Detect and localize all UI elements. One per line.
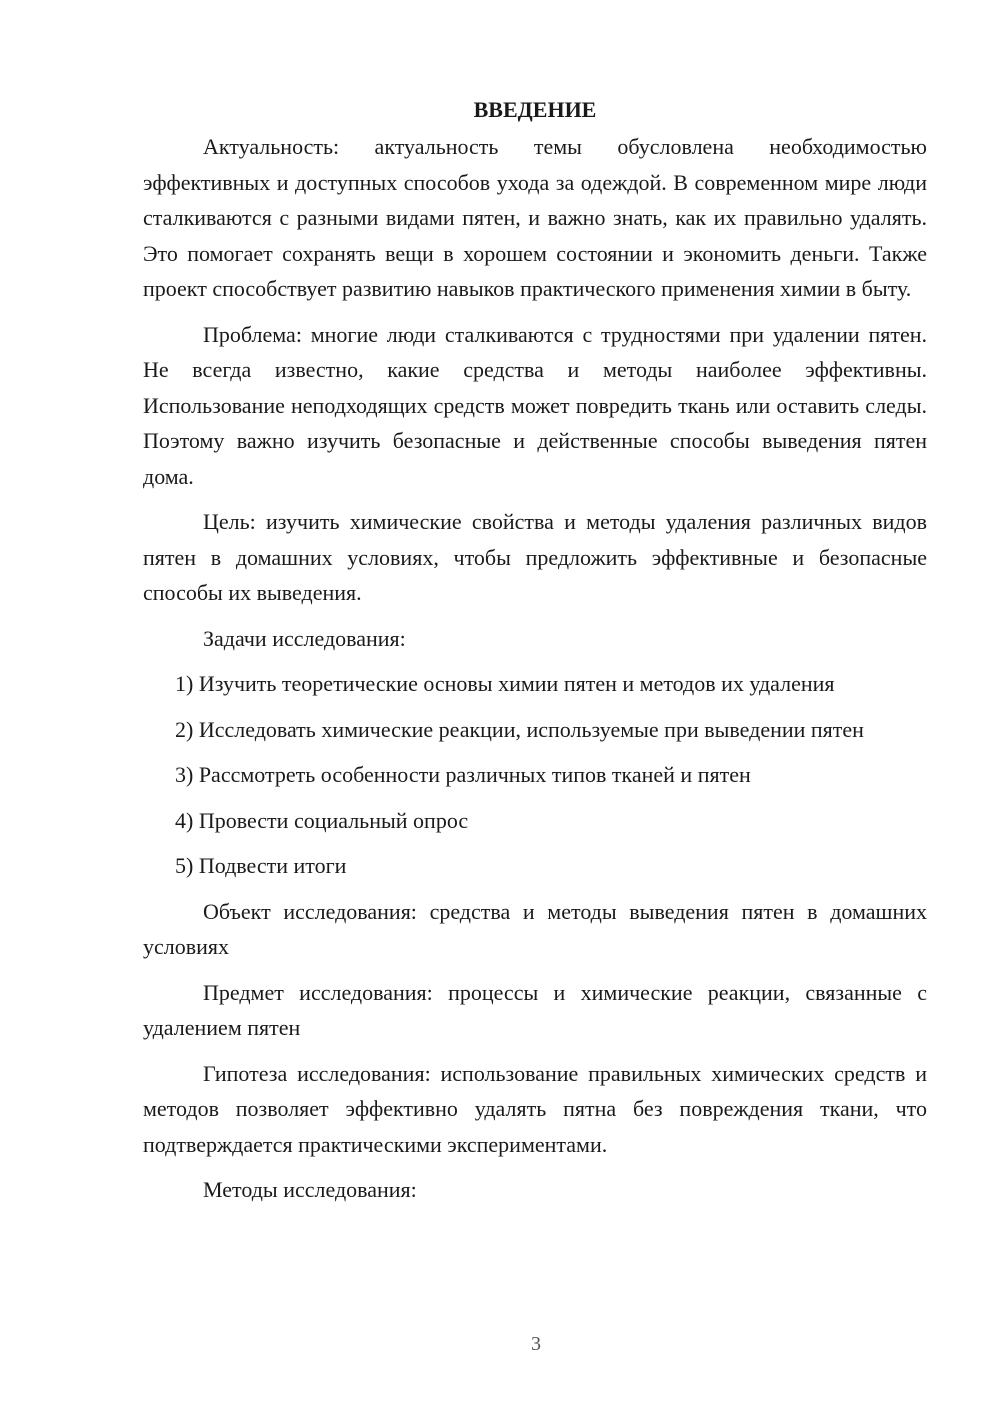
paragraph-hypothesis: Гипотеза исследования: использование правильных химических средств и методов позволяет эффективно удалять пятна без повреждения ткани, что подтверждается практическими экспериментами.: [143, 1060, 927, 1157]
document-page: [143, 92, 927, 1218]
methods-heading: Методы исследования:: [203, 1177, 417, 1202]
task-item: 1) Изучить теоретические основы химии пятен и методов их удаления: [175, 671, 835, 696]
tasks-heading: Задачи исследования:: [203, 625, 406, 651]
task-item: 4) Провести социальный опрос: [175, 807, 469, 833]
paragraph-relevance: Актуальность: актуальность темы обусловлена необходимостью эффективных и доступных способов ухода за одеждой. В современном мире люди сталкиваются с разными видами пятен, и важно знать, как их правильно удалять. Это помогает сохранять вещи в хорошем состоянии и экономить деньги. Также проект способствует развитию навыков практического применения химии в быту.: [143, 134, 927, 301]
task-item: 5) Подвести итоги: [175, 853, 347, 878]
paragraph-problem: Проблема: многие люди сталкиваются с трудностями при удалении пятен. Не всегда известно, какие средства и методы наиболее эффективны. Использование неподходящих средств может повредить ткань или оставить следы. Поэтому важно изучить безопасные и действенные способы выведения пятен дома.: [143, 321, 927, 489]
paragraph-goal: Цель: изучить химические свойства и методы удаления различных видов пятен в домашних условиях, чтобы предложить эффективные и безопасные способы их выведения.: [143, 509, 927, 605]
task-item: 3) Рассмотреть особенности различных типов тканей и пятен: [175, 762, 751, 787]
paragraph-object: Объект исследования: средства и методы выведения пятен в домашних условиях: [143, 898, 927, 959]
page-number: 3: [531, 1333, 541, 1355]
tasks-list: [143, 666, 927, 884]
paragraph-subject: Предмет исследования: процессы и химические реакции, связанные с удалением пятен: [143, 979, 927, 1040]
task-item: 2) Исследовать химические реакции, используемые при выведении пятен: [175, 716, 864, 742]
section-title: ВВЕДЕНИЕ: [473, 97, 597, 122]
